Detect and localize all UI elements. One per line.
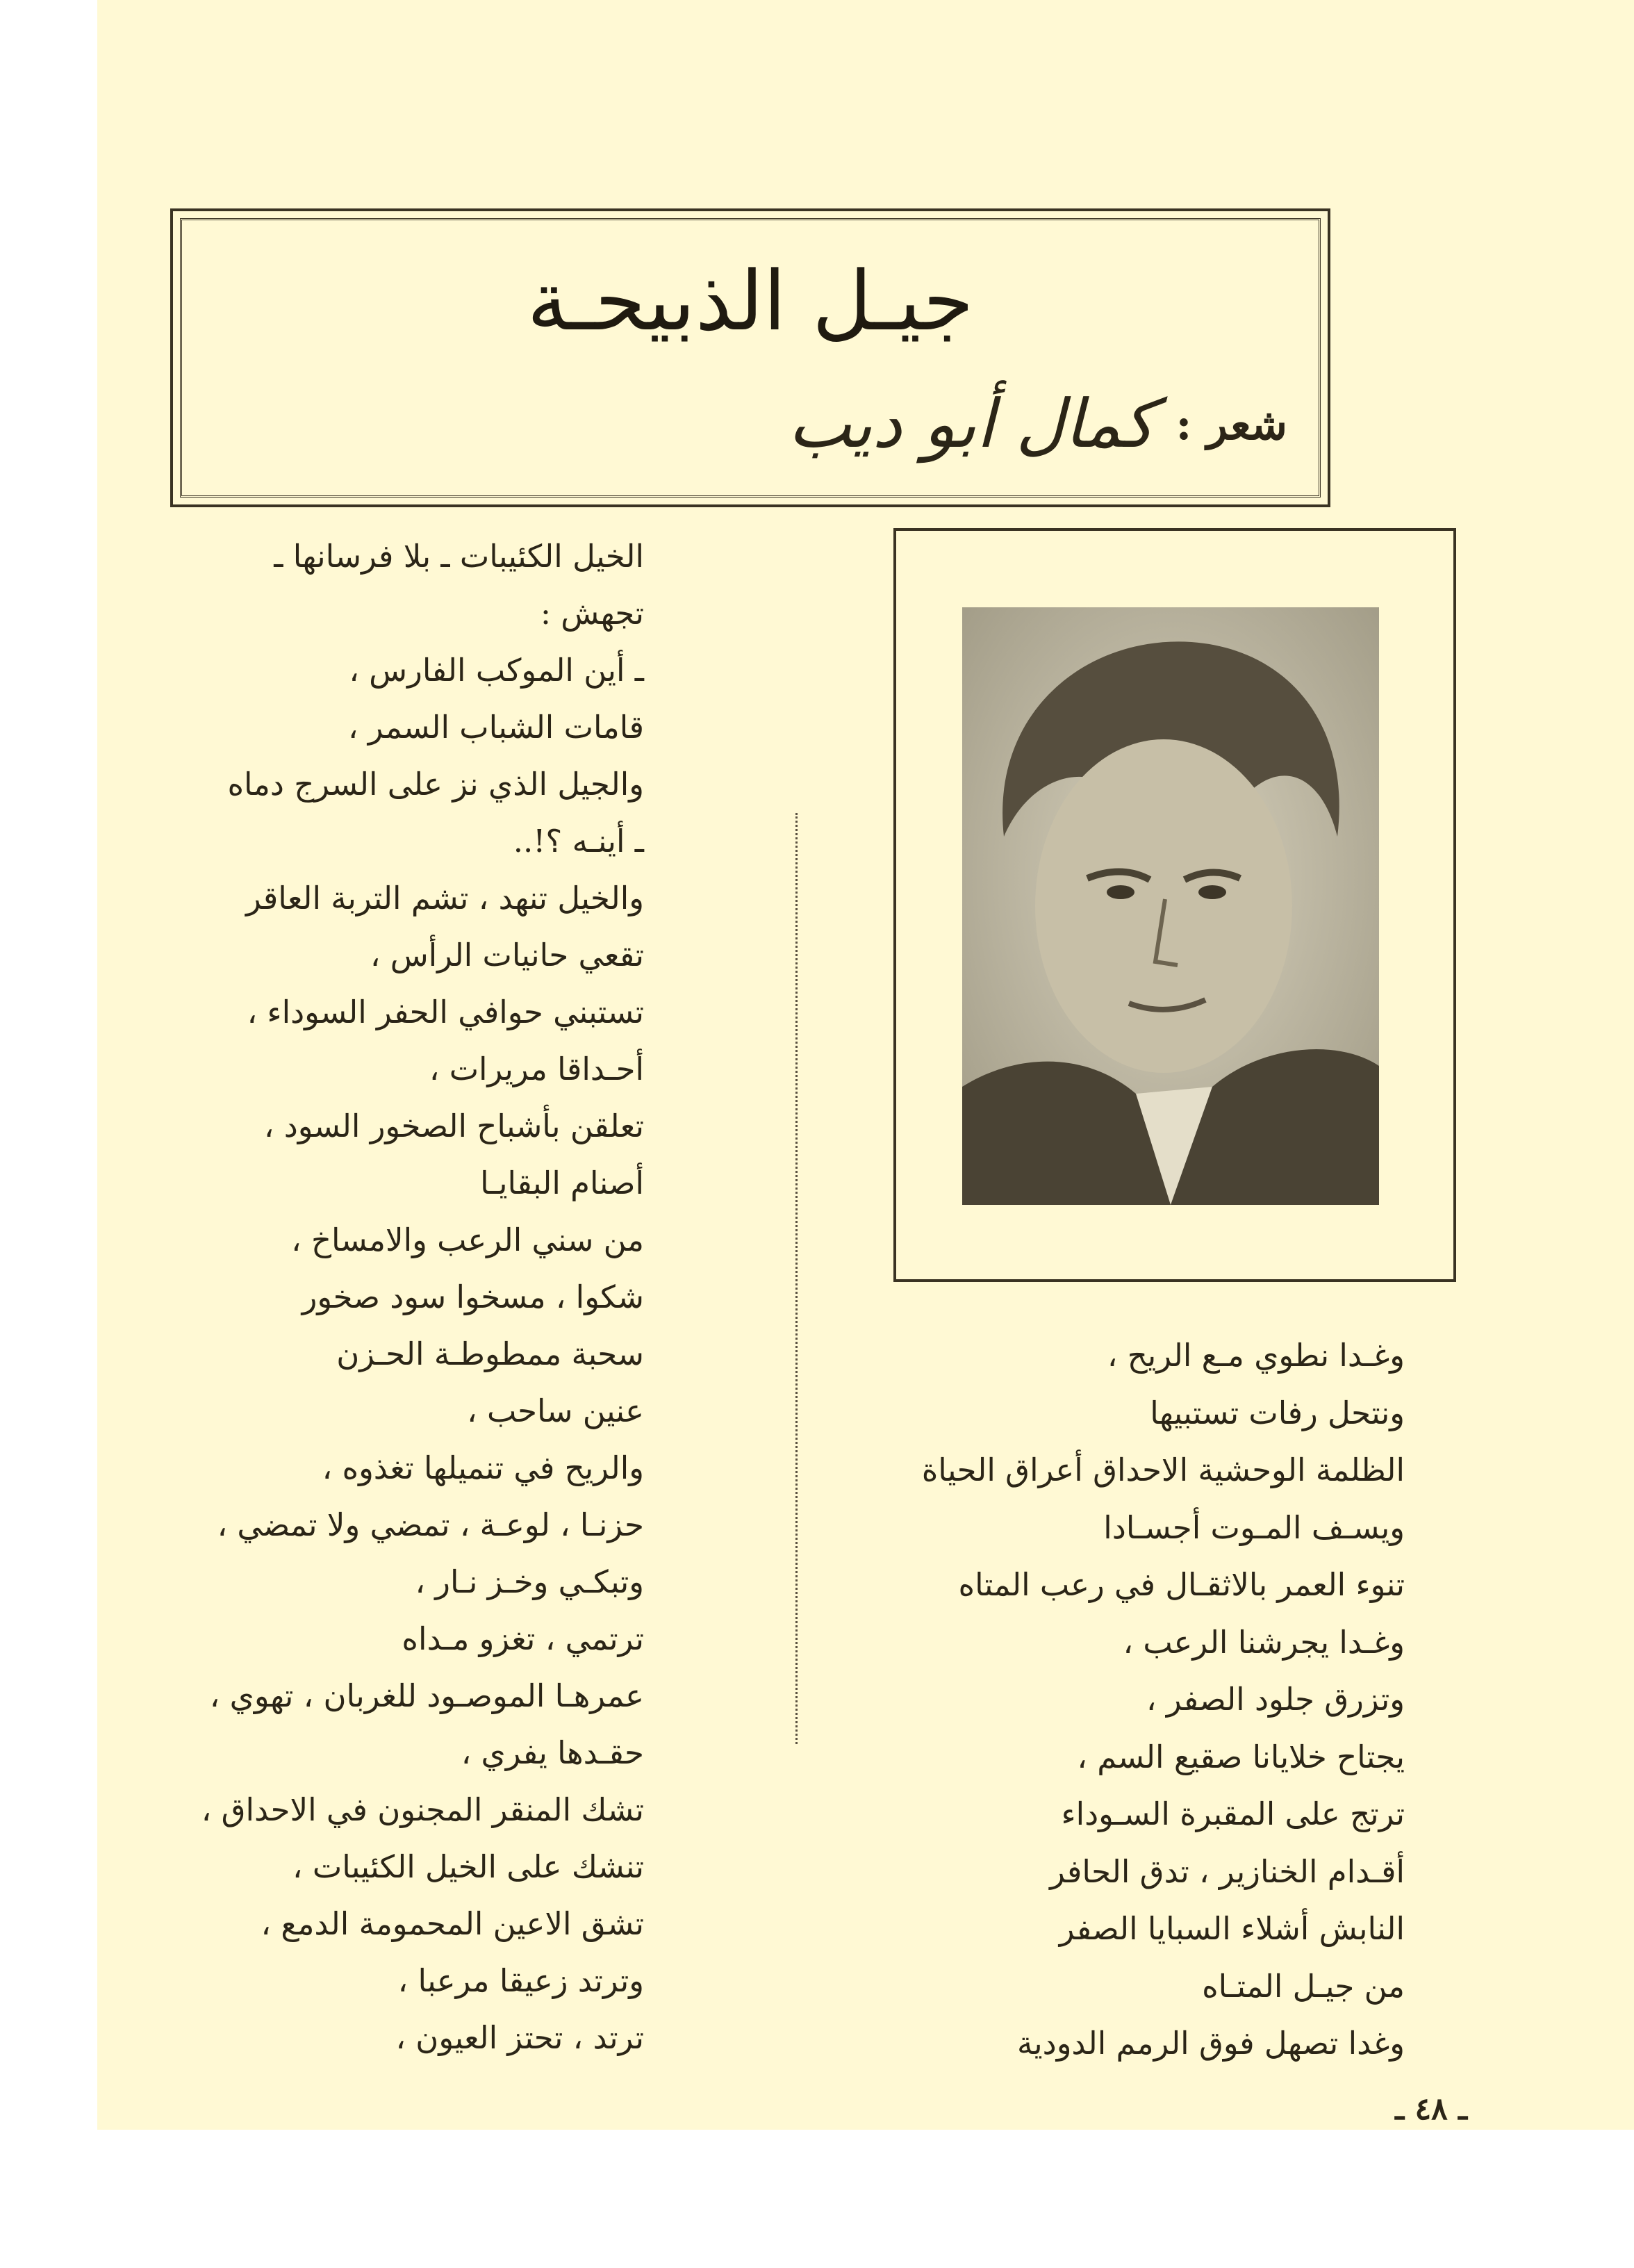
verse-line: تشك المنقر المجنون في الاحداق ، bbox=[201, 1791, 644, 1828]
verse-line: من سني الرعب والامساخ ، bbox=[291, 1222, 644, 1258]
verse-line: تعلقن بأشباح الصخور السود ، bbox=[263, 1108, 644, 1144]
verse-line: أصنام البقايـا bbox=[480, 1165, 644, 1201]
verse-line: الظلمة الوحشية الاحداق أعراق الحياة bbox=[921, 1452, 1405, 1488]
verse-line: تنشك على الخيل الكئيبات ، bbox=[292, 1848, 644, 1885]
verse-line: من جيـل المتـاه bbox=[1202, 1967, 1405, 2005]
poet-name: كمال أبو ديب bbox=[788, 385, 1155, 463]
verse-line: تنوء العمر بالاثقـال في رعب المتاه bbox=[958, 1566, 1405, 1603]
portrait-photo bbox=[962, 607, 1379, 1205]
verse-line: والريح في تنميلها تغذوه ، bbox=[322, 1449, 644, 1486]
poem-column-right bbox=[779, 1327, 1405, 2073]
verse-line: النابش أشلاء السبايا الصفر bbox=[1059, 1910, 1405, 1947]
verse-line: شكوا ، مسخوا سود صخور bbox=[302, 1279, 644, 1315]
verse-line: حزنـا ، لوعـة ، تمضي ولا تمضي ، bbox=[217, 1506, 644, 1543]
verse-line: تقعي حانيات الرأس ، bbox=[370, 937, 644, 973]
verse-line: ترتد ، تحتز العيون ، bbox=[395, 2019, 644, 2056]
verse-line: ـ أين الموكب الفارس ، bbox=[349, 652, 644, 689]
verse-line: وغـدا يجرشنا الرعب ، bbox=[1123, 1623, 1405, 1661]
verse-line: قامات الشباب السمر ، bbox=[347, 709, 644, 746]
verse-line: سحبة ممطوطـة الحـزن bbox=[336, 1336, 644, 1372]
verse-line: عمرهـا الموصـود للغربان ، تهوي ، bbox=[209, 1677, 644, 1714]
verse-line: تستبني حوافي الحفر السوداء ، bbox=[247, 994, 644, 1030]
poem-title: جيـل الذبيحـة bbox=[527, 253, 974, 349]
verse-line: ونتحل رفات تستبيها bbox=[1150, 1394, 1405, 1431]
page-number: ـ ٤٨ ـ bbox=[1395, 2092, 1467, 2127]
verse-line: الخيل الكئيبات ـ بلا فرسانها ـ bbox=[274, 538, 644, 575]
verse-line: تجهش : bbox=[540, 595, 644, 632]
verse-line: أقـدام الخنازير ، تدق الحافر bbox=[1050, 1852, 1405, 1890]
byline bbox=[789, 385, 1288, 463]
byline-label: شعر : bbox=[1175, 398, 1287, 450]
verse-line: حقـدها يفري ، bbox=[461, 1734, 644, 1771]
verse-line: وغدا تصهل فوق الرمم الدودية bbox=[1017, 2025, 1405, 2062]
verse-line: تشق الاعين المحمومة الدمع ، bbox=[261, 1905, 644, 1942]
verse-line: وتبكـي وخـز نـار ، bbox=[415, 1563, 644, 1600]
verse-line: ويسـف المـوت أجسـادا bbox=[1103, 1509, 1405, 1546]
verse-line: عنين ساحب ، bbox=[467, 1392, 644, 1429]
portrait-frame bbox=[893, 528, 1456, 1282]
verse-line: أحـداقا مريرات ، bbox=[429, 1051, 644, 1087]
verse-line: ترتمي ، تغزو مـداه bbox=[402, 1620, 644, 1657]
verse-line: والخيل تنهد ، تشم التربة العاقر bbox=[245, 880, 644, 917]
verse-line: ـ أينـه ؟!.. bbox=[513, 823, 644, 860]
verse-line: وغـدا نطوي مـع الريح ، bbox=[1107, 1337, 1405, 1374]
verse-line: وترتد زعيقا مرعبا ، bbox=[397, 1962, 644, 1999]
verse-line: وتزرق جلود الصفر ، bbox=[1146, 1681, 1405, 1718]
verse-line: ترتج على المقبرة السـوداء bbox=[1061, 1796, 1405, 1832]
verse-line: يجتاح خلايانا صقيع السم ، bbox=[1077, 1738, 1405, 1775]
page-margin-bottom bbox=[0, 2130, 1634, 2268]
verse-line: والجيل الذي نز على السرج دماه bbox=[227, 766, 644, 803]
poem-column-left bbox=[74, 528, 644, 2066]
title-box bbox=[170, 208, 1330, 507]
